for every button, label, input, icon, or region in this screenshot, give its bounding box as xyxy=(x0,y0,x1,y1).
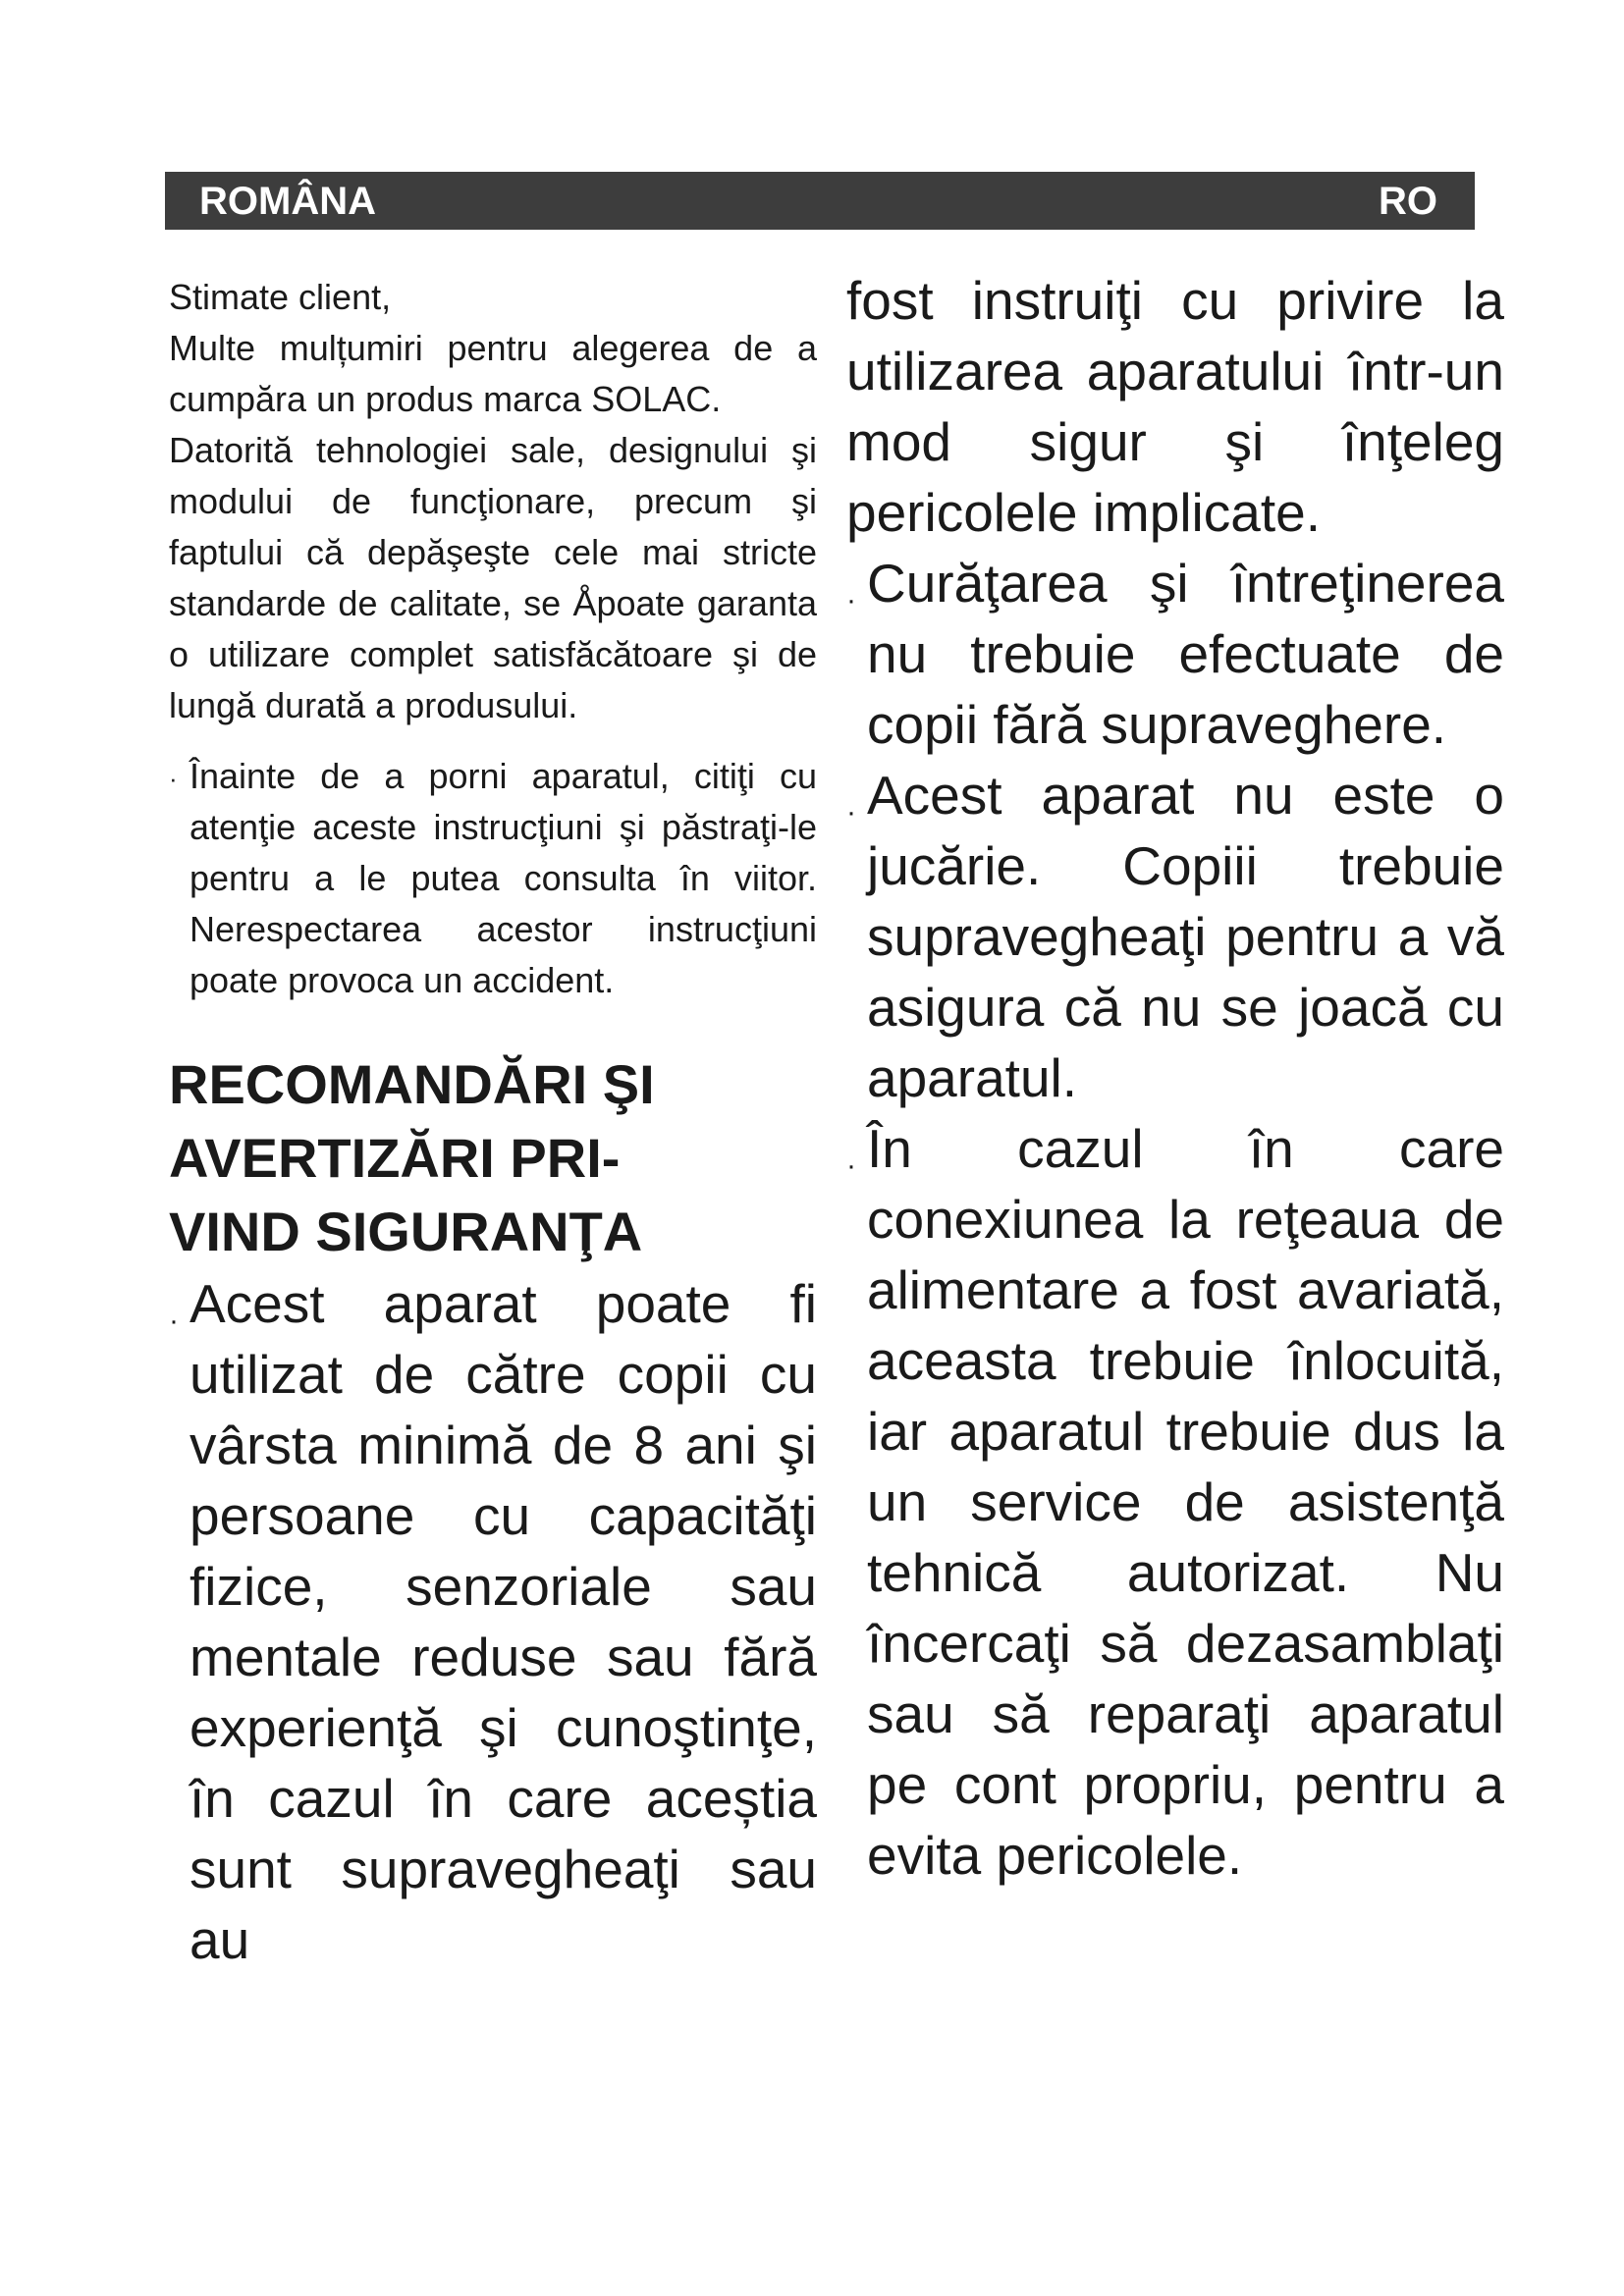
warning-item-not-a-toy-text: Acest aparat nu este o jucărie. Copiii trebuie supravegheaţi pentru a vă asigura că nu se joacă cu aparatul. xyxy=(867,765,1504,1108)
bullet-dot: · xyxy=(846,796,856,828)
warning-item-not-a-toy xyxy=(846,760,1504,1113)
language-code: RO xyxy=(1379,180,1437,223)
warning-item-children-usage xyxy=(169,1268,817,1975)
bullet-dot: · xyxy=(169,764,178,793)
section-heading-line-3: VIND SIGURANŢA xyxy=(169,1201,643,1262)
language-label: ROMÂNA xyxy=(199,180,376,223)
section-heading-line-2: AVERTIZĂRI PRI- xyxy=(169,1127,621,1189)
warning-item-cleaning-text: Curăţarea şi întreţinerea nu trebuie efectuate de copii fără supraveghere. xyxy=(867,553,1504,755)
greeting: Stimate client, xyxy=(169,277,392,317)
language-header-bar xyxy=(165,172,1475,230)
section-heading-safety xyxy=(169,1047,817,1268)
intro-bullet-text: Înainte de a porni aparatul, citiţi cu atenţie aceste instrucţiuni şi păstraţi-le pentru a le putea consulta în viitor. Nerespectarea acestor instrucţiuni poate provoca un accident. xyxy=(189,756,817,1000)
bullet-dot: · xyxy=(846,1149,856,1182)
left-column xyxy=(169,272,817,1975)
intro-paragraph-technology: Datorită tehnologiei sale, designului şi modului de funcţionare, precum şi faptului că depăşeşte cele mai stricte standarde de calitate, se Åpoate garanta o utilizare complet satisfăcătoare şi de lungă durată a produsului. xyxy=(169,430,817,725)
warning-item-power-connection-text: În cazul în care conexiunea la reţeaua de alimentare a fost avariată, aceasta trebuie înlocuită, iar aparatul trebuie dus la un service de asistenţă tehnică autorizat. Nu încercaţi să dezasamblaţi sau să reparaţi aparatul pe cont propriu, pentru a evita pericolele. xyxy=(867,1118,1504,1886)
warning-item-power-connection xyxy=(846,1113,1504,1891)
section-heading-line-1: RECOMANDĂRI ŞI xyxy=(169,1053,655,1115)
intro-paragraph-thanks: Multe mulțumiri pentru alegerea de a cumpăra un produs marca SOLAC. xyxy=(169,328,817,419)
right-column xyxy=(846,265,1504,1891)
warning-item-cleaning xyxy=(846,548,1504,760)
intro-bullet-read-instructions xyxy=(169,751,817,1006)
warning-item-children-usage-text-part1: Acest aparat poate fi utilizat de către copii cu vârsta minimă de 8 ani şi persoane cu capacităţi fizice, senzoriale sau mentale reduse sau fără experienţă şi cunoştinţe, în cazul în care aceștia sunt supravegheaţi sau au xyxy=(189,1273,817,1970)
bullet-dot: · xyxy=(846,584,856,616)
warning-item-children-usage-text-part2: fost instruiţi cu privire la utilizarea aparatului într-un mod sigur şi înţeleg pericolele implicate. xyxy=(846,270,1504,543)
bullet-dot: · xyxy=(169,1305,179,1337)
